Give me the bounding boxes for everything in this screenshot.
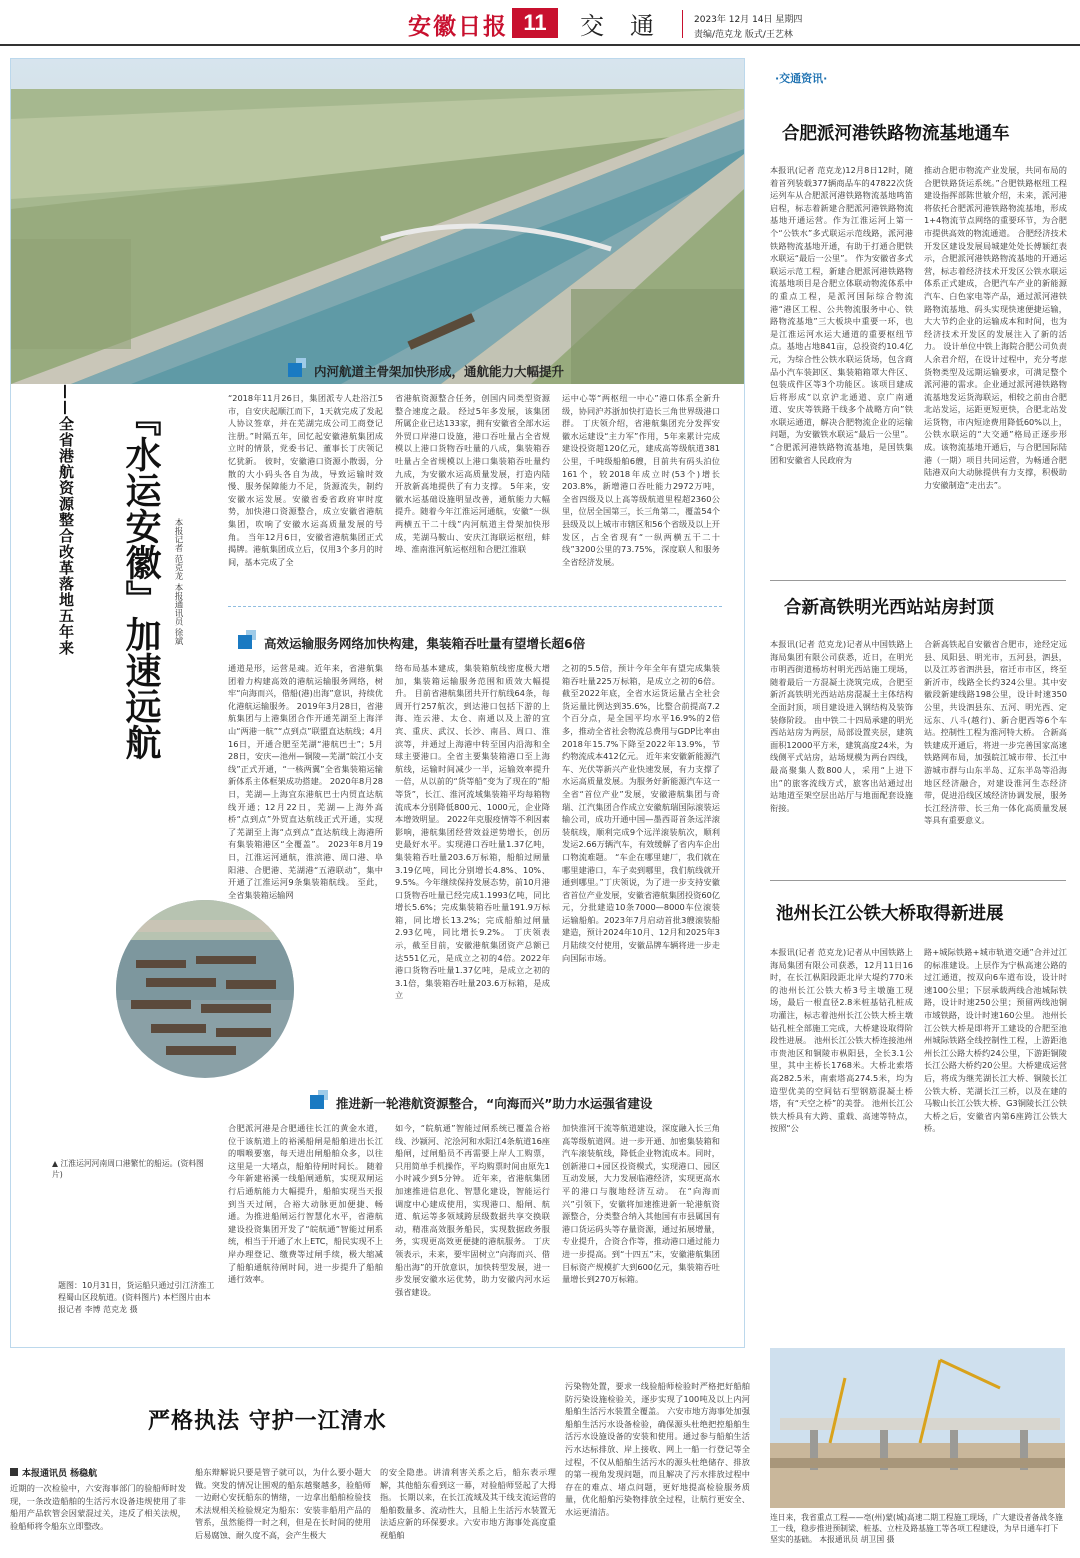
header-divider (682, 10, 683, 38)
bottom-article-byline (10, 1466, 97, 1479)
article-column: 路+城际铁路+城市轨道交通”合并过江的标准建设。上层作为宁枞高速公路的过江通道，按双向6车道布设，设计时速100公里；下层承载两线合池城际铁路，设计时速250公里；预留两线池铜市域铁路，设计时速160公里。 池州长江公铁大桥是即将开工建设的合肥至池州城际铁路全线控制性工程，上游距池州长江公路大桥约24公里，下游距铜陵长江公路大桥约20公里。大桥建成运营后，将成为继芜湖长江大桥、铜陵长江公铁大桥、芜湖长江三桥，以及在建的马鞍山长江公铁大桥、G3铜陵长江公铁大桥之后，安徽省内第6座跨江公铁大桥。 (924, 947, 1067, 1134)
article-column: 推动合肥市物流产业发展，共同布局的合肥铁路货运系统。”合肥铁路枢纽工程建设指挥部陈世敏介绍，未来，派河港将依托合肥派河港铁路物流基地，形成1+4物流节点网络的重要环节，为合肥市提供高效的物流通道。 合肥经济技术开发区建设发展局城建处处长傅颖红表示，合肥派河港铁路物流基地的开通运营，标志着经济技术开发区公铁水联运体系正式建成，合肥汽车产业的新能源汽车、白色家电等产品，通过派河港铁路物流基地、码头实现快速便捷运输，大大节约企业的运输成本和时间，也为经济技术开发区的发展注入了新的活力。 设计单位中铁上海院合肥公司负责人余君介绍，在设计过程中，充分考虑货物类型及远期运输要求，可满足整个派河港的需求。企业通过派河港铁路物流基地发运货海联运，相较之前由合肥北站发运，运距更短更快，合肥北站发运货物，市内短途费用降低60%以上，公铁水联运的“大交通”格局正逐步形成。该物流基地开通后，与合肥国际陆港（一期）项目共同运营，为畅通合肥陆港双向大动脉提供有力支撑，积极助力安徽制造“走出去”。 (924, 165, 1067, 490)
highway-construction-photo (770, 1348, 1065, 1508)
feature-subtitle: ——全省港航资源整合改革落地五年来 (57, 384, 75, 656)
page-number-badge: 11 (512, 8, 558, 38)
section-divider (228, 606, 722, 607)
byline-text: 本报通讯员 杨稳航 (22, 1469, 98, 1479)
article-column: 的安全隐患。讲清利害关系之后，船东表示理解，其他船东看到这一幕，对验船师竖起了大拇指。 长期以来，在长江流域及其干线支流运营的船舶数量多、流动性大，且船上生活污水装置无法适应新的环保要求。六安市地方海事处高度重视船舶 (380, 1467, 556, 1540)
section-heading-integration: 推进新一轮港航资源整合，“向海而兴”助力水运强省建设 (310, 1090, 730, 1114)
article-column: 运中心等“两枢纽一中心”港口体系全新升级，协同沪苏浙加快打造长三角世界级港口群。 丁庆领介绍，省港航集团充分发挥安徽水运建设“主力军”作用，5年来累计完成建设投资超120亿元，建成高等级航道381公里，千吨级船舶6艘，目前共有码头泊位161个，较2018年成立时(53个)增长203.8%，新增港口吞吐能力2972万吨，全省四级及以上高等级航道里程超2360公里，位居全国第三，长三角第二，覆盖54个县级及以上城市市辖区和56个省级及以上开发区，占全省现有“一纵两横五干二十线”3200公里的73.75%，深度联人和服务全省经济发展。 (562, 393, 720, 567)
byline-marker-icon (10, 1468, 18, 1476)
article-column: 船东辩解说只要是管子就可以，为什么要小题大做。突发的情况让围观的船东越聚越多，验船师一边耐心安抚船东的情绪，一边拿出船舶检验技术法规相关检验规定为船东：安装非船用产品的管系，虽然能得一时之利，但是在长时间的使用后易腐蚀、耐久度不高，会产生极大 (195, 1467, 371, 1540)
article-column: 合新高铁起自安徽省合肥市，途经定远县、凤阳县、明光市，五河县，泗县，以及江苏省泗洪县，宿迁市市区，终至新沂市，线路全长约324公里。其中安徽段新建线路198公里，设计时速350公里，共设泗县东、五河、明光西、定远东、八斗(越行)、新合肥西等6个车站。控制性工程为淮河特大桥。 合新高铁建成开通后，将进一步完善国家高速铁路网布局，加强皖江城市带、长江中游城市群与山东半岛、辽东半岛等沿海地区经济融合，对建设淮河生态经济带，促进沿线区域经济协调发展，服务长江经济带、长三角一体化高质量发展等具有重要意义。 (924, 639, 1067, 826)
port-photo-caption: ▲ 江淮运河河南周口港繁忙的船运。(资料图片) (52, 1159, 204, 1179)
article-column: 污染物处置，要求一线验船师检验时严格把好船舶防污染设施检验关，逐步实现了100吨及以上内河船舶生活污水装置全覆盖。 六安市地方海事处加强船舶生活污水设备检验，确保源头杜绝把控船舶生活污水设施设备的安装和使用。通过参与船舶生活污水达标排放、岸上接收、网上一船一行登记等全过程，不仅从船舶生活污水的源头杜绝储存、排放的第一视角发现问题，而且解决了污水排放过程中存在的难点、堵点问题，更好地提高检验服务质量，优化船舶污染物排放全过程，让航行更安全、水运更清洁。 (565, 1381, 750, 1517)
section-name: 交通 (580, 12, 680, 40)
article-column: 本报讯(记者 范克龙)记者从中国铁路上海局集团有限公司获悉，12月11日16时，在长江枞阳段距北岸大堤约770米的池州长江公铁大桥3号主墩施工现场，最后一根直径2.8米桩基钻孔桩成功灌注，标志着池州长江公铁大桥主墩钻孔桩全部施工完成，大桥建设取得阶段性进展。 池州长江公铁大桥连接池州市贵池区和铜陵市枞阳县，全长3.1公里，其中主桥长1768米。大桥北索塔高282.5米，南索塔高274.5米，均为造型优美的空间钻石型钢筋混凝土桥塔，有“天空之桥”的美誉。 池州长江公铁大桥具有大跨、重载、高速等特点，按照“公 (770, 947, 913, 1134)
issue-date: 2023年 12月 14日 星期四 (694, 15, 803, 25)
article-column: 络布局基本建成，集装箱航线密度极大增加，集装箱运输服务范围和质效大幅提升。 目前省港航集团共开行航线64条，每周开行257航次，到达港口包括下游的上海、连云港、太仓、南通以及上游的宜宾、重庆、武汉、长沙、南昌、周口、淮滨等，并通过上海港中转至国内沿海和全球主要港口。全省主要集装箱港口至上海航线，运输时间减少一半，运输效率提升一倍，从以前的“货等船”变为了现在的“船等货”，长江、淮河流域集装箱平均每箱物流成本分别降低800元、1000元，企业降本增效明显。 2022年克服疫情等不利因素影响，港航集团经营效益逆势增长，创历史最好水平。实现港口吞吐量1.37亿吨，集装箱吞吐量203.6万标箱，船舶过闸量3.19亿吨，同比分别增长4.8%、10%、9.5%。今年继续保持发展态势，前10月港口货物吞吐量已经完成1.1993亿吨，同比增长5.6%；完成集装箱吞吐量191.9万标箱，同比增长13.2%；完成船舶过闸量2.93亿吨，同比增长9.2%。 丁庆领表示，截至目前，安徽港航集团资产总额已达551亿元，是成立之初的4倍。2022年港口货物吞吐量1.37亿吨，是成立之初的3.1倍，集装箱吞吐量203.6万标箱，是成立 (395, 663, 550, 1001)
article-column: 之初的5.5倍，预计今年全年有望完成集装箱吞吐量225万标箱，是成立之初的6倍。 截至2022年底，全省水运货运量占全社会货运量比例达到35.6%，比整合前提高7.2个百分点，是全国平均水平16.9%的2倍多，推动全省社会物流总费用与GDP比率由2018年15.7%下降至2022年13.9%，节约物流成本412亿元。 近年来安徽新能源汽车、光伏等新兴产业快速发展，有力支撑了水运高质量发展。为服务好新能源汽车这一全省“首位产业”发展，安徽港航集团与奇瑞、江汽集团合作成立安徽航瑞国际滚装运输公司，成功开通中国—墨西哥首条远洋滚装航线，顺利完成9个远洋滚装航次，顺利发运2.66万辆汽车，有效缓解了省内车企出口物流难题。 “车企在哪里建厂，我们就在哪里建港口，车子卖到哪里，我们航线就开通到哪里。”丁庆领说，为了进一步支持安徽省首位产业发展，安徽省港航集团投资60亿元，分批建造10条7000—8000车位滚装运输船舶。2023年7月启动首批3艘滚装船建造，预计2024年10月、12月和2025年3月陆续交付使用，安徽品牌车辆将进一步走向国际市场。 (562, 663, 720, 963)
feature-byline: 本报记者 范克龙 本报通讯员 徐斌 (173, 518, 183, 646)
paper-name: 安徽日报 (408, 13, 508, 40)
article-title: 合肥派河港铁路物流基地通车 (782, 124, 1010, 144)
article-title: 池州长江公铁大桥取得新进展 (776, 904, 1004, 924)
section-heading-shipping: 高效运输服务网络加快构建，集装箱吞吐量有望增长超6倍 (238, 630, 728, 654)
bottom-article-title: 严格执法 守护一江清水 (148, 1409, 387, 1434)
construction-photo-caption: 连日来，我省重点工程——亳(州)蒙(城)高速二期工程施工现场，广大建设者备战冬施工一线，稳步推进预制梁、桩基、立柱及路基施工等各项工程建设，为早日通车打下坚实的基础。 本报通讯员 胡卫国 摄 (770, 1513, 1063, 1544)
article-column: 加快淮河干流等航道建设，深度融入长三角高等级航道网。进一步开通、加密集装箱和汽车滚装航线，降低企业物流成本。同时，创新港口+园区投资模式，实现港口、园区互动发展，大力发展临港经济，实现更高水平的港口与腹地经济互动。 在“向海而兴”引领下，安徽将加速推进新一轮港航资源整合，分类整合纳入其他国有市县属国有港口货运码头等存量资源，通过拓展增量，专业提升，合资合作等，推动港口通过能力进一步提高。到“十四五”末，安徽港航集团目标资产规模扩大到600亿元，集装箱吞吐量增长到270万标箱。 (562, 1123, 720, 1285)
news-kicker: ·交通资讯· (775, 72, 828, 85)
article-divider (770, 880, 1066, 881)
article-column: 本报讯(记者 范克龙)12月8日12时，随着首列装载377辆商品车的47822次货运列车从合肥派河港铁路物流基地鸣笛启程，标志着新建合肥派河港铁路物流基地开通运营。作为江淮运河上第一个“公铁水”多式联运示范线路，派河港铁路物流基地开通，有助于打通合肥铁水联运“最后一公里”。 作为安徽省多式联运示范工程，新建合肥派河港铁路物流基地项目是合肥立体联动物流体系中的重点工程，是派河国际综合物流港“港区工程、公共物流服务中心、铁路物流基地”三大板块中重要一环，也是江淮运河水运大通道的重要枢纽节点。基地占地841亩，总投资约10.4亿元，为综合性公铁水联运货场，包含商品小汽车装卸区、集装箱箱罩大件区、包装成件区等3个功能区。该项目建成后将形成“以京沪北通道、京广南通道、安庆等铁路干线多个战略方向”铁水联运通道，解决合肥物流企业的运输问题，为安徽铁水联运“最后一公里”。 “合肥派河港铁路物流基地，是国铁集团和安徽省人民政府为 (770, 165, 913, 465)
article-column: 近期的一次检验中，六安海事部门的验船师时发现，一条改造船舶的生活污水设备违规使用了非船用产品软管会因蒙混过关，违反了相关法规，验船师将令船东立即整改。 (10, 1483, 186, 1531)
feature-title: 『水运安徽』加速远航 (120, 400, 161, 760)
article-column: 通道是形，运营是魂。近年来，省港航集团着力构建高效的港航运输服务网络，树牢“向海而兴，借船(港)出海”意识，持续优化港航运输服务。 2019年3月28日，省港航集团与上港集团合作开通芜湖至上海洋山“两港一航”“点到点”联盟直达航线；4月16日，开通合肥至芜湖“港航巴士”；5月28日，安庆—池州—铜陵—芜湖“皖江小支线”正式开通，“一核两翼”全省集装箱运输新体系主体框架成功搭建。 2020年8月28日，芜湖—上海宜东港航巴士内贸直达航线开通；12月22日，芜湖—上海外高桥“点到点”外贸直达航线正式开通，实现了芜湖至上海“点到点”直达航线上海港所有集装箱港区“全覆盖”。 2023年8月19日，江淮运河通航，淮滨港、周口港、阜阳港、合肥港、芜湖港“五港联动”，集中开通了江淮运河9条集装箱航线。 至此，全省集装箱运输网 (228, 663, 383, 900)
article-column: 本报讯(记者 范克龙)记者从中国铁路上海局集团有限公司获悉，近日，在明光市明西街道杨坊村明光西站施工现场，随着最后一方混凝土浇筑完成，合肥至新沂高铁明光西站站房混凝土主体结构全面封顶，项目建设进入钢结构及装饰装修阶段。 由中铁二十四局承建的明光西站站房为两层，局部设置夹层，建筑面积12000平方米，建筑高度24米，为线侧平式站房，站场规模为两台四线，最高聚集人数800人，采用“上进下出”的旅客流线方式，旅客出站通过出站地道至架空层出站厅与地面配套设施衔接。 (770, 639, 913, 813)
article-divider (770, 580, 1066, 581)
article-column: 如今，“皖航通”智能过闸系统已覆盖合裕线、沙颍河、沱浍河和水阳江4条航道16座船闸，过闸船员不再需要上岸人工购票，只用简单手机操作，平均购票时间由原先1小时减少到5分钟。 近年来，省港航集团加速推进信息化、智慧化建设，智能运行调度中心建成使用，实现港口、船闸、航道、航运等多领域跨层级数据共享交换联动，精准高效服务船民，实现数据政务服务，实现更高效更便捷的港航服务。 丁庆领表示，未来，要牢固树立“向海而兴、借船出海”的开放意识，加快转型发展，进一步发展安徽水运优势，助力安徽内河水运强省建设。 (395, 1123, 550, 1297)
editor-credits: 责编/范克龙 版式/王艺林 (694, 30, 793, 40)
hero-photo-caption: 题图：10月31日，货运船只通过引江济淮工程蜀山区段航道。(资料图片) 本栏图片由本报记者 李博 范克龙 摄 (58, 1281, 215, 1314)
canal-aerial-photo (11, 59, 744, 384)
section-heading-waterways: 内河航道主骨架加快形成，通航能力大幅提升 (288, 358, 728, 382)
article-column: 合肥派河港是合肥通往长江的黄金水道，位于该航道上的裕溪船闸是船舶进出长江的咽喉要塞，每天进出闸船舶众多，以往这里是一大堵点，船舶待闸时间长。 随着今年新建裕溪一线船闸通航，实现双闸运行后通航能力大幅提升，船舶实现当天报到当天过闸，合裕大动脉更加便捷、畅通。为推进船闸运行智慧化水平，省港航建设投资集团开发了“皖航通”智能过闸系统，相当于开通了水上ETC，船民实现不上岸办理登记、缴费等过闸手续，极大缩减了船舶通航待闸时间，进一步提升了船舶通行效率。 (228, 1123, 383, 1285)
port-circle-photo (116, 900, 294, 1078)
article-column: 省港航资源整合任务，创国内同类型资源整合速度之最。 经过5年多发展，该集团所属企业已达133家，拥有安徽省全部水运外贸口岸港口设施，港口吞吐量占全省规模以上港口货物吞吐量的八成，集装箱吞吐量占全省规模以上港口集装箱吞吐量约九成，为安徽水运高质量发展，打造内陆开放新高地提供了有力支撑。 5年来，安徽水运基础设施明显改善，通航能力大幅提升。随着今年江淮运河通航，安徽“一纵两横五干二十线”内河航道主骨架加快形成，芜湖马鞍山、安庆江海联运枢纽，蚌埠、淮南淮河航运枢纽和合肥江淮联 (395, 393, 550, 555)
article-title: 合新高铁明光西站站房封顶 (784, 598, 994, 618)
article-column: “2018年11月26日，集团派专人赴浴江5市，自安庆起顺江而下，1天就完成了发起人协议签章，并在芜湖完成公司工商登记注册。”时隔五年，回忆起安徽港航集团成立时的情景，党委书记、董事长丁庆领记忆犹新。 彼时，安徽港口资源小散弱，分散的大小码头各自为战，导致运输时效慢、服务保障能力不足，货源流失，制约安徽水运发展。安徽省委省政府审时度势，加快港口资源整合，成立安徽省港航集团，吹响了安徽水运高质量发展的号角。 当年12月6日，安徽省港航集团正式揭牌。港航集团成立后，仅用3个多月的时间，基本完成了全 (228, 393, 383, 567)
